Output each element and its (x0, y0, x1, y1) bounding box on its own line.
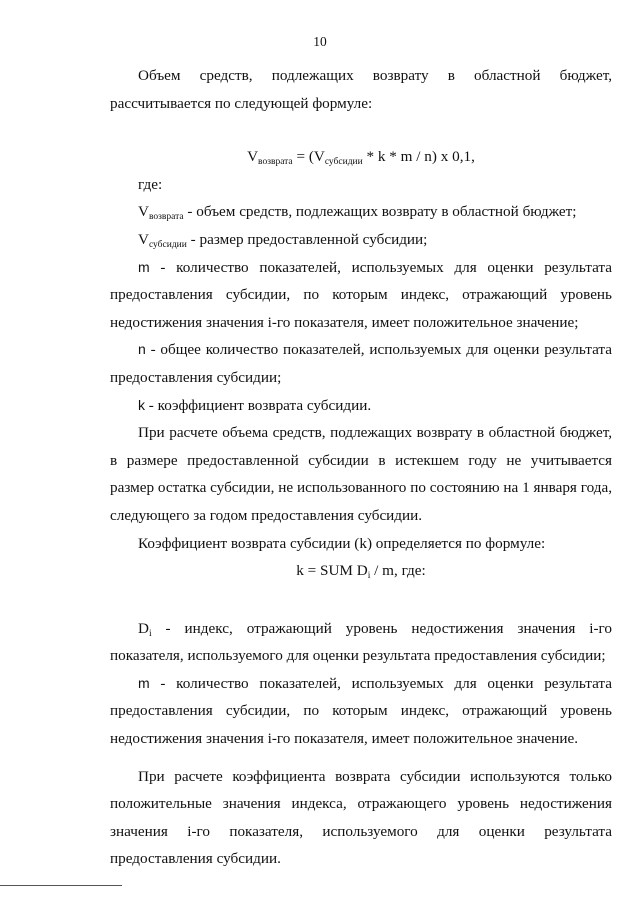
def-symbol: D (138, 619, 149, 637)
def-symbol-sub: субсидии (148, 239, 187, 250)
def-symbol-sub: возврата (148, 212, 184, 223)
def-symbol: m (138, 258, 150, 275)
formula2-sub: i (367, 571, 371, 582)
def-symbol-sub: i (148, 628, 152, 639)
formula-tail: * k * m / n) x 0,1, (362, 148, 475, 166)
document-body (110, 62, 612, 873)
paragraph-intro: Объем средств, подлежащих возврату в областной бюджет, рассчитывается по следующей формуле: (110, 67, 612, 112)
def-text: - размер предоставленной субсидии; (186, 230, 428, 248)
def-symbol: m (138, 674, 150, 691)
def-text: - индекс, отражающий уровень недостижения значения i-го показателя, используемого для оценки результата предоставления субсидии; (110, 619, 612, 665)
def-text: - количество показателей, используемых для оценки результата предоставления субсидии, по которым индекс, отражающий уровень недостижения значения i-го показателя, имеет положительное значение. (110, 674, 612, 748)
definition-n (110, 336, 612, 391)
def-symbol: V (138, 203, 149, 221)
formula-coefficient (110, 557, 612, 585)
def-text: - количество показателей, используемых для оценки результата предоставления субсидии, по которым индекс, отражающий уровень недостижения значения i-го показателя, имеет положительное значение; (110, 258, 612, 331)
paragraph-final: При расчете коэффициента возврата субсидии используются только положительные значения индекса, отражающего уровень недостижения значения i-го показателя, используемого для оценки результата предоставления субсидии. (110, 767, 612, 868)
formula-return-volume (110, 143, 612, 171)
where-label: где: (138, 175, 163, 193)
def-symbol: k (138, 396, 145, 413)
formula-v-sub: возврата (258, 157, 293, 168)
page-number: 10 (313, 34, 327, 49)
def-text: - объем средств, подлежащих возврату в областной бюджет; (183, 203, 577, 221)
formula2-head: k = SUM D (296, 562, 368, 580)
definition-m-first (110, 254, 612, 337)
spacer (110, 585, 612, 615)
formula-eq-open: = (V (292, 148, 325, 166)
paragraph-coefficient-intro: Коэффициент возврата субсидии (k) определяется по формуле: (138, 534, 546, 552)
definition-v-subsidy (110, 226, 612, 254)
def-text: - общее количество показателей, используемых для оценки результата предоставления субсидии; (110, 341, 612, 386)
formula-v: V (247, 148, 259, 166)
definition-di (110, 615, 612, 670)
definition-v-return (110, 198, 612, 226)
formula2-tail: / m, где: (370, 562, 426, 580)
def-text: - коэффициент возврата субсидии. (145, 396, 372, 414)
def-symbol: n (138, 341, 146, 358)
footnote-divider (0, 885, 122, 886)
paragraph-remainder: При расчете объема средств, подлежащих возврату в областной бюджет, в размере предоставленной субсидии в истекшем году не учитывается размер остатка субсидии, не использованного по состоянию на 1 января года, следующего за годом предоставления субсидии. (110, 424, 612, 524)
definition-k (110, 392, 612, 420)
def-symbol: V (138, 230, 149, 248)
definition-m-second (110, 670, 612, 753)
formula-vs-sub: субсидии (324, 157, 363, 168)
